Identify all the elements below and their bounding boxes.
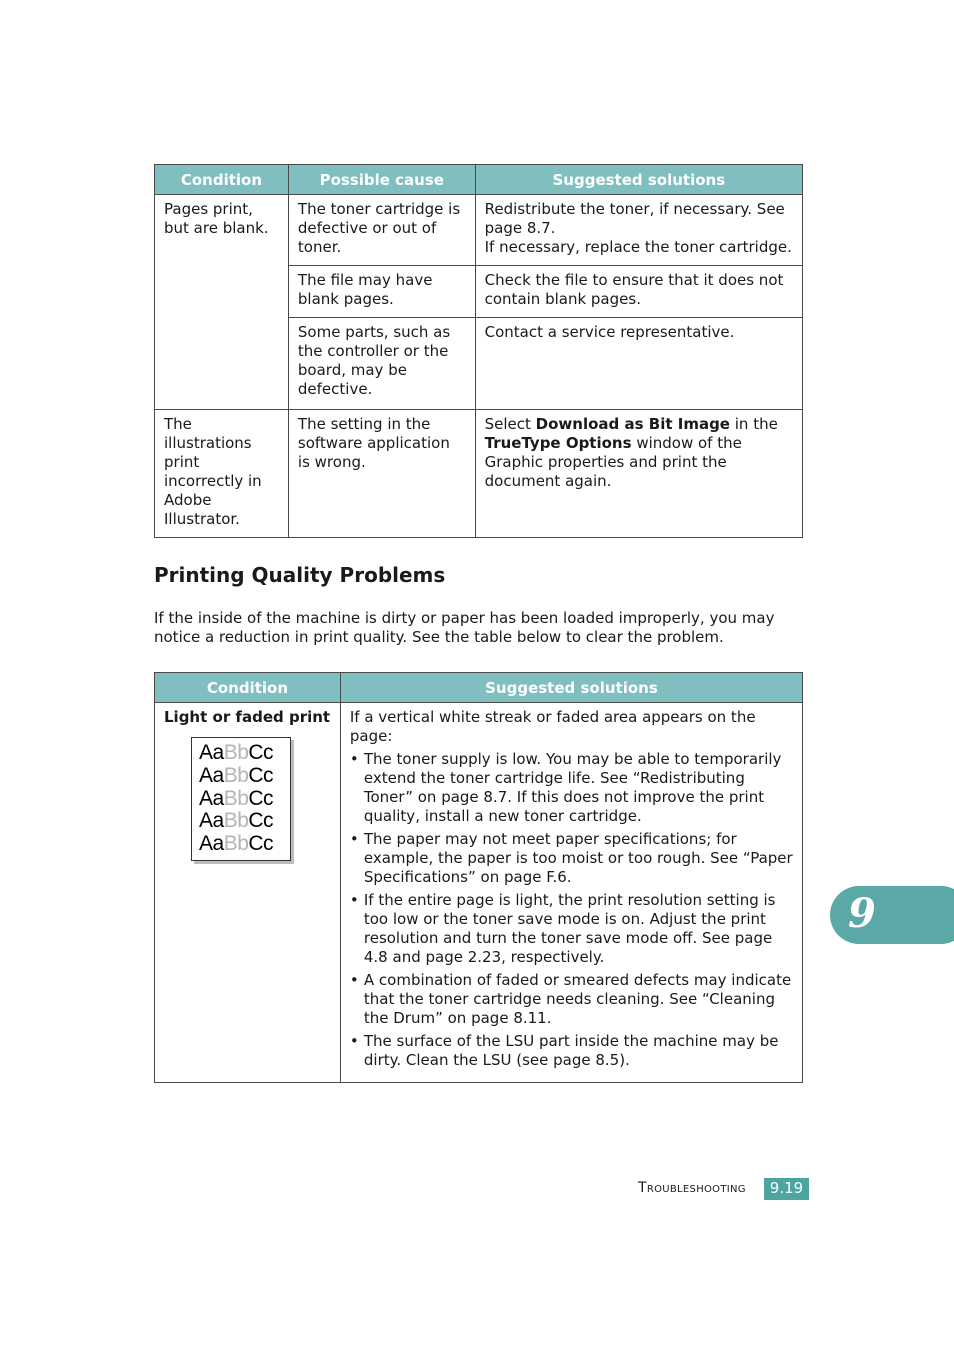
solution-cell: Contact a service representative. — [475, 318, 802, 410]
header-suggested-solutions: Suggested solutions — [475, 165, 802, 195]
sample-faded: Bb — [223, 786, 249, 810]
solution-line: Redistribute the toner, if necessary. See page 8.7. — [484, 200, 785, 237]
sample-line — [199, 810, 290, 833]
section-intro: If the inside of the machine is dirty or paper has been loaded improperly, you may notice a reduction in print quality. See the table below to clear the problem. — [154, 609, 775, 646]
sample-line — [199, 788, 290, 811]
header-condition: Condition — [155, 673, 341, 703]
sample-dark: Cc — [248, 786, 274, 810]
solution-text: Select — [484, 415, 536, 433]
header-possible-cause: Possible cause — [288, 165, 475, 195]
table-row — [155, 410, 803, 538]
cause-cell: The toner cartridge is defective or out of toner. — [288, 195, 475, 266]
solution-cell — [475, 410, 802, 538]
sample-dark: Aa — [199, 809, 224, 833]
list-item: • The toner supply is low. You may be able to temporarily extend the toner cartridge life. See “Redistributing Toner” on page 8.7. If this does not improve the print quality, install a new toner cartridge. — [350, 750, 793, 826]
list-item: • The paper may not meet paper specifications; for example, the paper is too moist or too rough. See “Paper Specifications” on page F.6. — [350, 830, 793, 887]
table-row — [155, 195, 803, 266]
table-header-row — [155, 673, 803, 703]
sample-faded: Bb — [223, 741, 249, 764]
print-quality-table — [154, 672, 803, 1083]
footer-section-title: Troubleshooting — [638, 1180, 746, 1196]
list-item: • If the entire page is light, the print resolution setting is too low or the toner save mode is on. Adjust the print resolution and turn the toner save mode off. See page 4.8 and page 2.23, respectively. — [350, 891, 793, 967]
chapter-number: 9 — [848, 890, 876, 937]
list-item: • A combination of faded or smeared defects may indicate that the toner cartridge needs cleaning. See “Cleaning the Drum” on page 8.11. — [350, 971, 793, 1028]
faded-print-sample-image — [191, 737, 291, 861]
sample-dark: Aa — [199, 763, 224, 787]
sample-dark: Aa — [199, 741, 224, 764]
sample-faded: Bb — [223, 809, 249, 833]
solution-cell — [475, 195, 802, 266]
solution-cell — [340, 703, 802, 1083]
sample-dark: Cc — [248, 809, 274, 833]
cause-cell: Some parts, such as the controller or the board, may be defective. — [288, 318, 475, 410]
condition-cell — [155, 703, 341, 1083]
sample-dark: Aa — [199, 832, 224, 856]
solution-text: in the — [729, 415, 778, 433]
solution-cell: Check the file to ensure that it does not contain blank pages. — [475, 266, 802, 318]
option-name: Download as Bit Image — [535, 415, 730, 433]
solution-line: If necessary, replace the toner cartridge. — [484, 238, 792, 256]
condition-cell: The illustrations print incorrectly in Adobe Illustrator. — [155, 410, 289, 538]
window-name: TrueType Options — [484, 434, 632, 452]
footer-page-number: 9.19 — [764, 1178, 809, 1200]
condition-title: Light or faded print — [164, 708, 331, 726]
sample-dark: Cc — [248, 763, 274, 787]
sample-line — [199, 833, 290, 856]
sample-dark: Cc — [248, 741, 274, 764]
sample-dark: Aa — [199, 786, 224, 810]
sample-line — [199, 742, 290, 765]
solution-intro: If a vertical white streak or faded area appears on the page: — [349, 708, 756, 745]
sample-line — [199, 765, 290, 788]
header-condition: Condition — [155, 165, 289, 195]
header-suggested-solutions: Suggested solutions — [340, 673, 802, 703]
solution-list — [350, 750, 793, 1070]
table-row — [155, 703, 803, 1083]
section-heading: Printing Quality Problems — [154, 563, 446, 587]
troubleshooting-table — [154, 164, 803, 538]
sample-dark: Cc — [248, 832, 274, 856]
list-item: • The surface of the LSU part inside the machine may be dirty. Clean the LSU (see page 8.5). — [350, 1032, 793, 1070]
sample-faded: Bb — [223, 832, 249, 856]
cause-cell: The file may have blank pages. — [288, 266, 475, 318]
sample-faded: Bb — [223, 763, 249, 787]
condition-cell: Pages print, but are blank. — [155, 195, 289, 410]
cause-cell: The setting in the software application is wrong. — [288, 410, 475, 538]
table-header-row — [155, 165, 803, 195]
solution-text: window of the Graphic properties and print the document again. — [484, 434, 742, 490]
